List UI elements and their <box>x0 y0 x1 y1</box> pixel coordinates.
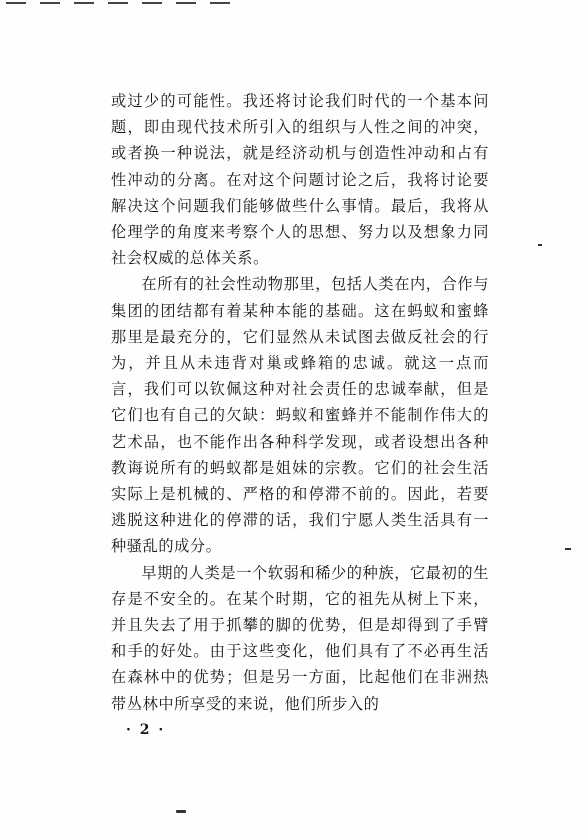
paragraph-social-animals: 在所有的社会性动物那里，包括人类在内，合作与集团的团结都有着某种本能的基础。这在蚂蚁和蜜蜂那里是最充分的，它们显然从未试图去做反社会的行为，并且从未违背对巢或蜂箱的忠诚。就这一点而言，我们可以钦佩这种对社会责任的忠诚奉献，但是它们也有自己的欠缺：蚂蚁和蜜蜂并不能制作伟大的艺术品，也不能作出各种科学发现，或者设想出各种教诲说所有的蚂蚁都是姐妹的宗教。它们的社会生活实际上是机械的、严格的和停滞不前的。因此，若要逃脱这种进化的停滞的话，我们宁愿人类生活具有一种骚乱的成分。 <box>111 275 489 556</box>
edge-mark <box>108 2 128 4</box>
edge-mark <box>210 2 230 4</box>
scan-speck <box>565 548 571 550</box>
edge-mark <box>176 2 196 4</box>
edge-mark <box>40 2 60 4</box>
scan-speck <box>538 244 542 246</box>
body-text <box>111 88 489 717</box>
top-edge-marks <box>6 2 230 4</box>
edge-mark <box>6 2 26 4</box>
page-number: · 2 · <box>126 722 166 738</box>
edge-mark <box>142 2 162 4</box>
scan-speck <box>176 810 186 813</box>
paragraph-continued: 或过少的可能性。我还将讨论我们时代的一个基本问题，即由现代技术所引入的组织与人性之间的冲突，或者换一种说法，就是经济动机与创造性冲动和占有性冲动的分离。在对这个问题讨论之后，我将讨论要解决这个问题我们能够做些什么事情。最后，我将从伦理学的角度来考察个人的思想、努力以及想象力同社会权威的总体关系。 <box>111 92 489 268</box>
edge-mark <box>74 2 94 4</box>
paragraph-early-humans: 早期的人类是一个软弱和稀少的种族，它最初的生存是不安全的。在某个时期，它的祖先从树上下来，并且失去了用于抓攀的脚的优势，但是却得到了手臂和手的好处。由于这些变化，他们具有了不必再生活在森林中的优势；但是另一方面，比起他们在非洲热带丛林中所享受的来说，他们所步入的 <box>111 563 489 713</box>
